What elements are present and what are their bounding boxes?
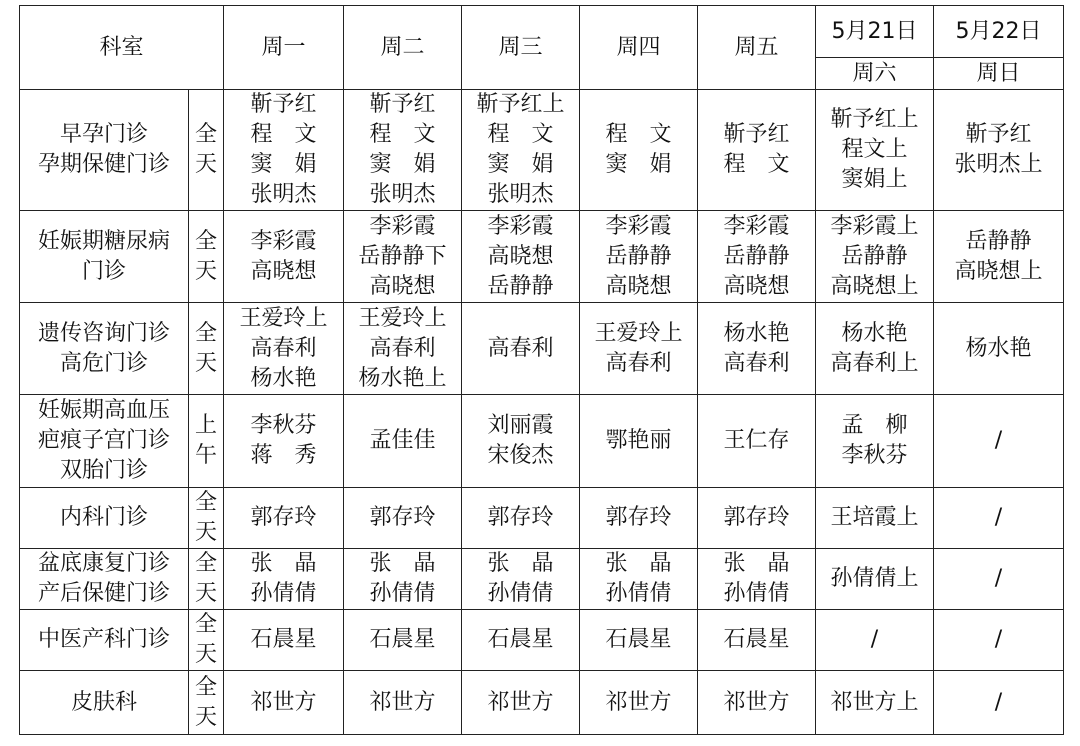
doctor-name: 李秋芬 bbox=[250, 413, 317, 438]
shift-label: 全 bbox=[195, 674, 218, 700]
doctor-name: 高晓想 bbox=[723, 273, 790, 299]
shift-label: 天 bbox=[195, 520, 218, 545]
department-cell bbox=[20, 488, 189, 549]
shift-label: 天 bbox=[195, 642, 218, 667]
header-row bbox=[20, 6, 1064, 58]
schedule-cell-thu bbox=[580, 610, 698, 671]
doctor-name: 高春利 bbox=[487, 335, 554, 361]
doctor-name: 孙倩倩 bbox=[369, 581, 436, 606]
doctor-name: 高晓想上 bbox=[830, 273, 919, 299]
sunday-day-header: 周日 bbox=[934, 58, 1064, 90]
table-row bbox=[20, 488, 1064, 549]
doctor-name: 郭存玲 bbox=[487, 505, 554, 530]
schedule-cell-sat bbox=[816, 671, 934, 735]
department-name: 盆底康复门诊 bbox=[37, 551, 170, 576]
schedule-cell-tue bbox=[344, 303, 462, 395]
schedule-cell-sun bbox=[934, 90, 1064, 211]
doctor-name: 王爱玲上 bbox=[239, 305, 328, 331]
doctor-name: 程 文 bbox=[487, 122, 554, 147]
schedule-cell-sat bbox=[816, 395, 934, 488]
doctor-name: 张明杰 bbox=[487, 182, 554, 207]
department-cell bbox=[20, 303, 189, 395]
schedule-cell-thu bbox=[580, 488, 698, 549]
schedule-cell-sat bbox=[816, 488, 934, 549]
doctor-name: 程 文 bbox=[723, 152, 790, 177]
doctor-name: 鄂艳丽 bbox=[605, 428, 672, 453]
doctor-name: 杨水艳上 bbox=[358, 365, 447, 391]
schedule-cell-mon bbox=[224, 303, 344, 395]
doctor-name: 高春利 bbox=[605, 350, 672, 376]
doctor-name: 郭存玲 bbox=[369, 505, 436, 530]
doctor-name: 岳静静 bbox=[605, 243, 672, 269]
doctor-name: 岳静静 bbox=[487, 273, 554, 299]
shift-label: 全 bbox=[195, 612, 218, 637]
schedule-cell-fri bbox=[698, 549, 816, 610]
doctor-name: 高春利 bbox=[250, 335, 317, 361]
table-row bbox=[20, 610, 1064, 671]
doctor-name: 程 文 bbox=[605, 122, 672, 147]
doctor-name: 郭存玲 bbox=[605, 505, 672, 530]
doctor-name: 孙倩倩 bbox=[605, 581, 672, 606]
department-name: 孕期保健门诊 bbox=[37, 152, 170, 177]
doctor-name: 李秋芬 bbox=[841, 443, 908, 468]
department-name: 早孕门诊 bbox=[59, 122, 148, 147]
doctor-name: 高春利 bbox=[369, 335, 436, 361]
weekday-header-tue: 周二 bbox=[344, 6, 462, 90]
doctor-name: 郭存玲 bbox=[250, 505, 317, 530]
doctor-name: 岳静静 bbox=[723, 243, 790, 269]
department-cell bbox=[20, 610, 189, 671]
shift-label: 全 bbox=[195, 490, 218, 515]
doctor-name: 岳静静 bbox=[841, 243, 908, 269]
shift-label: 天 bbox=[195, 258, 218, 284]
shift-label: 天 bbox=[195, 152, 218, 177]
doctor-name: 窦 娟 bbox=[487, 152, 554, 177]
doctor-name: 窦 娟 bbox=[369, 152, 436, 177]
doctor-name: 张明杰上 bbox=[954, 152, 1043, 177]
schedule-cell-mon bbox=[224, 671, 344, 735]
doctor-name: 祁世方上 bbox=[830, 689, 919, 715]
doctor-name: 张 晶 bbox=[369, 551, 436, 576]
doctor-name: 杨水艳 bbox=[250, 365, 317, 391]
shift-cell bbox=[189, 90, 224, 211]
department-name: 疤痕子宫门诊 bbox=[37, 428, 170, 453]
schedule-cell-wed bbox=[462, 610, 580, 671]
doctor-name: 李彩霞上 bbox=[830, 213, 919, 239]
schedule-cell-tue bbox=[344, 211, 462, 303]
schedule-cell-thu bbox=[580, 549, 698, 610]
schedule-cell-mon bbox=[224, 549, 344, 610]
doctor-name: 高晓想 bbox=[605, 273, 672, 299]
doctor-name: 窦娟上 bbox=[841, 167, 908, 192]
schedule-cell-wed bbox=[462, 395, 580, 488]
schedule-cell-wed bbox=[462, 671, 580, 735]
doctor-name: 张 晶 bbox=[487, 551, 554, 576]
doctor-name: 孙倩倩 bbox=[723, 581, 790, 606]
doctor-name: 郭存玲 bbox=[723, 505, 790, 530]
schedule-cell-wed bbox=[462, 303, 580, 395]
schedule-cell-thu bbox=[580, 211, 698, 303]
department-name: 门诊 bbox=[81, 258, 126, 284]
doctor-name: 高晓想 bbox=[369, 273, 436, 299]
doctor-name: 孟 柳 bbox=[841, 413, 908, 438]
doctor-name: 祁世方 bbox=[487, 689, 554, 715]
doctor-name: 张明杰 bbox=[250, 182, 317, 207]
doctor-name: 宋俊杰 bbox=[487, 443, 554, 468]
doctor-name: / bbox=[870, 627, 879, 652]
shift-cell bbox=[189, 671, 224, 735]
shift-cell bbox=[189, 549, 224, 610]
doctor-name: 张 晶 bbox=[250, 551, 317, 576]
department-name: 高危门诊 bbox=[59, 350, 148, 376]
schedule-cell-wed bbox=[462, 488, 580, 549]
doctor-name: 祁世方 bbox=[723, 689, 790, 715]
saturday-day-header: 周六 bbox=[816, 58, 934, 90]
doctor-name: 石晨星 bbox=[605, 627, 672, 652]
doctor-name: 窦 娟 bbox=[250, 152, 317, 177]
department-name: 皮肤科 bbox=[70, 689, 137, 715]
doctor-name: 程文上 bbox=[841, 137, 908, 162]
shift-label: 全 bbox=[195, 228, 218, 254]
schedule-cell-sun bbox=[934, 395, 1064, 488]
schedule-cell-fri bbox=[698, 303, 816, 395]
schedule-cell-sat bbox=[816, 610, 934, 671]
doctor-name: 石晨星 bbox=[487, 627, 554, 652]
doctor-name: 高晓想 bbox=[250, 258, 317, 284]
schedule-cell-tue bbox=[344, 90, 462, 211]
schedule-cell-thu bbox=[580, 303, 698, 395]
schedule-cell-tue bbox=[344, 395, 462, 488]
schedule-cell-wed bbox=[462, 211, 580, 303]
table-row bbox=[20, 90, 1064, 211]
department-name: 内科门诊 bbox=[59, 505, 148, 530]
doctor-name: 程 文 bbox=[369, 122, 436, 147]
table-row bbox=[20, 395, 1064, 488]
table-row bbox=[20, 211, 1064, 303]
saturday-date-header: 5月21日 bbox=[816, 6, 934, 58]
table-row bbox=[20, 549, 1064, 610]
schedule-cell-fri bbox=[698, 395, 816, 488]
weekday-header-thu: 周四 bbox=[580, 6, 698, 90]
doctor-name: 靳予红 bbox=[250, 92, 317, 117]
doctor-name: / bbox=[994, 627, 1003, 652]
schedule-cell-fri bbox=[698, 671, 816, 735]
schedule-cell-wed bbox=[462, 549, 580, 610]
schedule-cell-sun bbox=[934, 549, 1064, 610]
schedule-cell-sat bbox=[816, 303, 934, 395]
doctor-name: 靳予红 bbox=[369, 92, 436, 117]
sunday-date-header: 5月22日 bbox=[934, 6, 1064, 58]
department-cell bbox=[20, 549, 189, 610]
weekday-header-mon: 周一 bbox=[224, 6, 344, 90]
shift-cell bbox=[189, 488, 224, 549]
doctor-name: 孙倩倩 bbox=[487, 581, 554, 606]
schedule-body bbox=[20, 6, 1064, 735]
shift-label: 午 bbox=[195, 443, 218, 468]
schedule-cell-sat bbox=[816, 549, 934, 610]
schedule-cell-fri bbox=[698, 488, 816, 549]
department-name: 遗传咨询门诊 bbox=[37, 320, 170, 346]
doctor-name: 祁世方 bbox=[605, 689, 672, 715]
doctor-name: 靳予红上 bbox=[476, 92, 565, 117]
schedule-cell-mon bbox=[224, 395, 344, 488]
doctor-name: 孟佳佳 bbox=[369, 428, 436, 453]
doctor-name: 石晨星 bbox=[250, 627, 317, 652]
doctor-name: 王爱玲上 bbox=[594, 320, 683, 346]
department-name: 产后保健门诊 bbox=[37, 581, 170, 606]
schedule-cell-fri bbox=[698, 90, 816, 211]
shift-cell bbox=[189, 211, 224, 303]
weekday-header-wed: 周三 bbox=[462, 6, 580, 90]
schedule-cell-tue bbox=[344, 671, 462, 735]
doctor-name: / bbox=[994, 428, 1003, 453]
schedule-cell-fri bbox=[698, 211, 816, 303]
doctor-name: 孙倩倩上 bbox=[830, 566, 919, 591]
doctor-name: / bbox=[994, 566, 1003, 591]
doctor-name: 窦 娟 bbox=[605, 152, 672, 177]
schedule-cell-sun bbox=[934, 303, 1064, 395]
department-name: 妊娠期糖尿病 bbox=[37, 228, 170, 254]
schedule-cell-mon bbox=[224, 90, 344, 211]
department-name: 双胎门诊 bbox=[59, 458, 148, 483]
doctor-name: 李彩霞 bbox=[250, 228, 317, 254]
duty-schedule-table bbox=[19, 5, 1064, 735]
shift-label: 全 bbox=[195, 122, 218, 147]
schedule-cell-sun bbox=[934, 610, 1064, 671]
doctor-name: 靳予红上 bbox=[830, 107, 919, 132]
doctor-name: 高春利 bbox=[723, 350, 790, 376]
doctor-name: 王爱玲上 bbox=[358, 305, 447, 331]
doctor-name: 石晨星 bbox=[369, 627, 436, 652]
dept-header: 科室 bbox=[20, 6, 224, 90]
doctor-name: 杨水艳 bbox=[965, 335, 1032, 361]
department-name: 中医产科门诊 bbox=[37, 627, 170, 652]
doctor-name: 孙倩倩 bbox=[250, 581, 317, 606]
doctor-name: 高晓想 bbox=[487, 243, 554, 269]
doctor-name: 李彩霞 bbox=[723, 213, 790, 239]
doctor-name: 靳予红 bbox=[965, 122, 1032, 147]
doctor-name: 王培霞上 bbox=[830, 505, 919, 530]
schedule-cell-mon bbox=[224, 610, 344, 671]
schedule-cell-thu bbox=[580, 90, 698, 211]
shift-label: 上 bbox=[195, 413, 218, 438]
doctor-name: 石晨星 bbox=[723, 627, 790, 652]
doctor-name: 李彩霞 bbox=[605, 213, 672, 239]
shift-label: 天 bbox=[195, 581, 218, 606]
department-cell bbox=[20, 671, 189, 735]
schedule-cell-thu bbox=[580, 395, 698, 488]
schedule-cell-mon bbox=[224, 488, 344, 549]
shift-label: 全 bbox=[195, 320, 218, 346]
schedule-cell-sat bbox=[816, 211, 934, 303]
schedule-cell-sat bbox=[816, 90, 934, 211]
shift-cell bbox=[189, 303, 224, 395]
schedule-cell-wed bbox=[462, 90, 580, 211]
shift-cell bbox=[189, 610, 224, 671]
table-row bbox=[20, 671, 1064, 735]
doctor-name: 杨水艳 bbox=[723, 320, 790, 346]
schedule-cell-sun bbox=[934, 488, 1064, 549]
shift-label: 天 bbox=[195, 704, 218, 730]
doctor-name: 岳静静 bbox=[965, 228, 1032, 254]
doctor-name: 张 晶 bbox=[723, 551, 790, 576]
department-cell bbox=[20, 395, 189, 488]
doctor-name: 祁世方 bbox=[369, 689, 436, 715]
department-cell bbox=[20, 90, 189, 211]
doctor-name: 岳静静下 bbox=[358, 243, 447, 269]
shift-label: 全 bbox=[195, 551, 218, 576]
schedule-cell-sun bbox=[934, 671, 1064, 735]
doctor-name: 李彩霞 bbox=[369, 213, 436, 239]
doctor-name: 杨水艳 bbox=[841, 320, 908, 346]
table-row bbox=[20, 303, 1064, 395]
schedule-cell-tue bbox=[344, 610, 462, 671]
doctor-name: 张 晶 bbox=[605, 551, 672, 576]
department-name: 妊娠期高血压 bbox=[37, 398, 170, 423]
doctor-name: 高春利上 bbox=[830, 350, 919, 376]
shift-cell bbox=[189, 395, 224, 488]
department-cell bbox=[20, 211, 189, 303]
doctor-name: 祁世方 bbox=[250, 689, 317, 715]
schedule-cell-tue bbox=[344, 488, 462, 549]
doctor-name: 李彩霞 bbox=[487, 213, 554, 239]
doctor-name: 张明杰 bbox=[369, 182, 436, 207]
shift-label: 天 bbox=[195, 350, 218, 376]
doctor-name: 高晓想上 bbox=[954, 258, 1043, 284]
doctor-name: 刘丽霞 bbox=[487, 413, 554, 438]
doctor-name: / bbox=[994, 689, 1003, 715]
doctor-name: 靳予红 bbox=[723, 122, 790, 147]
weekday-header-fri: 周五 bbox=[698, 6, 816, 90]
doctor-name: 蒋 秀 bbox=[250, 443, 317, 468]
schedule-cell-mon bbox=[224, 211, 344, 303]
schedule-cell-sun bbox=[934, 211, 1064, 303]
doctor-name: 王仁存 bbox=[723, 428, 790, 453]
doctor-name: 程 文 bbox=[250, 122, 317, 147]
doctor-name: / bbox=[994, 505, 1003, 530]
schedule-cell-tue bbox=[344, 549, 462, 610]
schedule-cell-thu bbox=[580, 671, 698, 735]
schedule-cell-fri bbox=[698, 610, 816, 671]
